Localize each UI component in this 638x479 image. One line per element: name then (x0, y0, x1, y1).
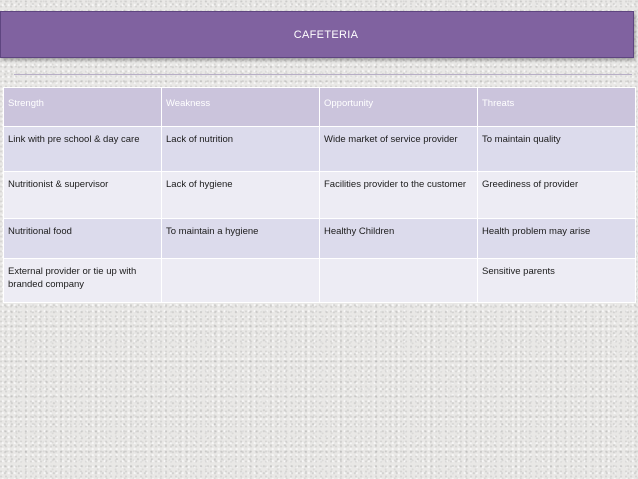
table-cell-opportunity: Wide market of service provider (320, 127, 478, 172)
header-threats: Threats (478, 88, 636, 127)
table-cell-threats: Sensitive parents (478, 259, 636, 303)
table-cell-threats: Greediness of provider (478, 172, 636, 219)
swot-table (3, 87, 636, 303)
header-opportunity: Opportunity (320, 88, 478, 127)
title-divider (14, 74, 632, 75)
table-cell-opportunity: Healthy Children (320, 219, 478, 259)
table-row (4, 172, 636, 219)
table-header-row (4, 88, 636, 127)
table-cell-strength: Nutritional food (4, 219, 162, 259)
table-cell-weakness (162, 259, 320, 303)
table-cell-strength: External provider or tie up with branded company (4, 259, 162, 303)
table-row (4, 127, 636, 172)
table-cell-threats: Health problem may arise (478, 219, 636, 259)
table-cell-strength: Link with pre school & day care (4, 127, 162, 172)
header-strength: Strength (4, 88, 162, 127)
table-cell-weakness: Lack of nutrition (162, 127, 320, 172)
header-weakness: Weakness (162, 88, 320, 127)
table-cell-strength: Nutritionist & supervisor (4, 172, 162, 219)
table-cell-weakness: To maintain a hygiene (162, 219, 320, 259)
slide-title: CAFETERIA (293, 28, 359, 41)
table-cell-threats: To maintain quality (478, 127, 636, 172)
table-cell-opportunity (320, 259, 478, 303)
table-cell-opportunity: Facilities provider to the customer (320, 172, 478, 219)
slide-title-bar (0, 11, 634, 58)
table-row (4, 259, 636, 303)
table-row (4, 219, 636, 259)
table-cell-weakness: Lack of hygiene (162, 172, 320, 219)
